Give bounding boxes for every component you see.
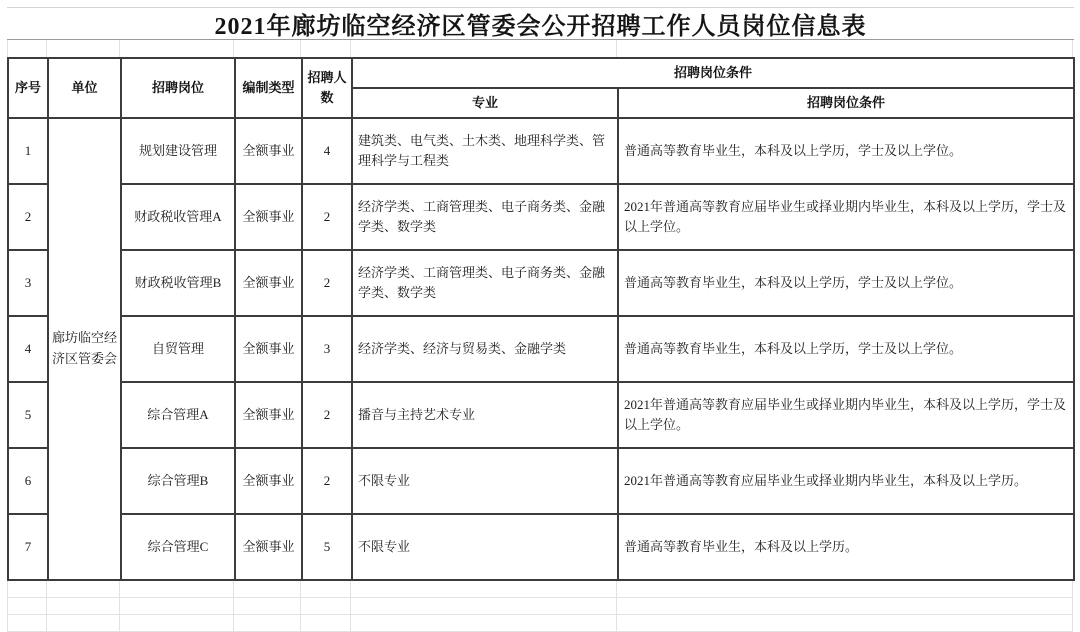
grid-cell: [47, 40, 120, 57]
header-position: 招聘岗位: [121, 58, 235, 118]
header-unit: 单位: [48, 58, 121, 118]
cell-position: 综合管理C: [121, 514, 235, 580]
grid-cell: [120, 40, 234, 57]
grid-cell: [351, 598, 617, 615]
page-title: 2021年廊坊临空经济区管委会公开招聘工作人员岗位信息表: [7, 7, 1074, 40]
cell-type: 全额事业: [235, 514, 302, 580]
header-type: 编制类型: [235, 58, 302, 118]
grid-cell: [7, 598, 47, 615]
grid-cell: [301, 581, 351, 598]
cell-major: 播音与主持艺术专业: [352, 382, 618, 448]
cell-seq: 7: [8, 514, 48, 580]
grid-cell: [120, 615, 234, 632]
header-major: 专业: [352, 88, 618, 118]
grid-cell: [301, 598, 351, 615]
cell-conditions: 2021年普通高等教育应届毕业生或择业期内毕业生，本科及以上学历，学士及以上学位。: [618, 184, 1074, 250]
grid-cell: [617, 615, 1073, 632]
grid-cell: [301, 615, 351, 632]
cell-type: 全额事业: [235, 184, 302, 250]
table-row: [8, 448, 1074, 514]
cell-type: 全额事业: [235, 118, 302, 184]
cell-position: 财政税收管理A: [121, 184, 235, 250]
grid-cell: [617, 581, 1073, 598]
grid-cell: [47, 581, 120, 598]
grid-cell: [234, 40, 301, 57]
table-row: [8, 250, 1074, 316]
cell-count: 4: [302, 118, 352, 184]
cell-unit: 廊坊临空经济区管委会: [48, 118, 121, 580]
header-seq: 序号: [8, 58, 48, 118]
header-conditions-group: 招聘岗位条件: [352, 58, 1074, 88]
cell-conditions: 普通高等教育毕业生，本科及以上学历，学士及以上学位。: [618, 316, 1074, 382]
grid-row: [7, 615, 1074, 632]
grid-cell: [351, 615, 617, 632]
grid-cell: [617, 598, 1073, 615]
cell-conditions: 2021年普通高等教育应届毕业生或择业期内毕业生，本科及以上学历，学士及以上学位。: [618, 382, 1074, 448]
grid-cell: [7, 581, 47, 598]
table-row: [8, 382, 1074, 448]
cell-type: 全额事业: [235, 250, 302, 316]
grid-row: [7, 581, 1074, 598]
cell-count: 3: [302, 316, 352, 382]
cell-count: 2: [302, 382, 352, 448]
cell-major: 经济学类、工商管理类、电子商务类、金融学类、数学类: [352, 184, 618, 250]
table-row: [8, 316, 1074, 382]
cell-major: 经济学类、工商管理类、电子商务类、金融学类、数学类: [352, 250, 618, 316]
cell-seq: 6: [8, 448, 48, 514]
grid-cell: [617, 40, 1073, 57]
grid-cell: [7, 40, 47, 57]
cell-conditions: 普通高等教育毕业生，本科及以上学历。: [618, 514, 1074, 580]
grid-spacer-row: [7, 40, 1074, 57]
cell-major: 经济学类、经济与贸易类、金融学类: [352, 316, 618, 382]
cell-major: 不限专业: [352, 514, 618, 580]
cell-type: 全额事业: [235, 382, 302, 448]
cell-seq: 3: [8, 250, 48, 316]
table-header: [8, 58, 1074, 118]
cell-count: 2: [302, 250, 352, 316]
cell-type: 全额事业: [235, 316, 302, 382]
cell-count: 5: [302, 514, 352, 580]
grid-cell: [120, 598, 234, 615]
grid-cell: [351, 581, 617, 598]
cell-major: 不限专业: [352, 448, 618, 514]
grid-empty-rows: [7, 581, 1074, 632]
grid-cell: [351, 40, 617, 57]
grid-cell: [120, 581, 234, 598]
cell-seq: 4: [8, 316, 48, 382]
table-row: [8, 184, 1074, 250]
table-row: [8, 514, 1074, 580]
grid-cell: [47, 598, 120, 615]
cell-count: 2: [302, 184, 352, 250]
job-info-table: [7, 57, 1075, 581]
cell-position: 规划建设管理: [121, 118, 235, 184]
grid-cell: [234, 581, 301, 598]
cell-position: 综合管理A: [121, 382, 235, 448]
cell-conditions: 普通高等教育毕业生，本科及以上学历，学士及以上学位。: [618, 118, 1074, 184]
cell-position: 综合管理B: [121, 448, 235, 514]
header-count: 招聘人数: [302, 58, 352, 118]
cell-conditions: 2021年普通高等教育应届毕业生或择业期内毕业生，本科及以上学历。: [618, 448, 1074, 514]
cell-position: 财政税收管理B: [121, 250, 235, 316]
grid-cell: [234, 598, 301, 615]
grid-cell: [234, 615, 301, 632]
header-conditions: 招聘岗位条件: [618, 88, 1074, 118]
spreadsheet-sheet: [7, 7, 1074, 632]
cell-seq: 5: [8, 382, 48, 448]
grid-cell: [7, 615, 47, 632]
grid-cell: [301, 40, 351, 57]
table-body: [8, 118, 1074, 580]
table-row: [8, 118, 1074, 184]
cell-conditions: 普通高等教育毕业生，本科及以上学历，学士及以上学位。: [618, 250, 1074, 316]
grid-cell: [47, 615, 120, 632]
cell-type: 全额事业: [235, 448, 302, 514]
cell-major: 建筑类、电气类、土木类、地理科学类、管理科学与工程类: [352, 118, 618, 184]
cell-position: 自贸管理: [121, 316, 235, 382]
grid-row: [7, 598, 1074, 615]
cell-seq: 1: [8, 118, 48, 184]
cell-seq: 2: [8, 184, 48, 250]
cell-count: 2: [302, 448, 352, 514]
